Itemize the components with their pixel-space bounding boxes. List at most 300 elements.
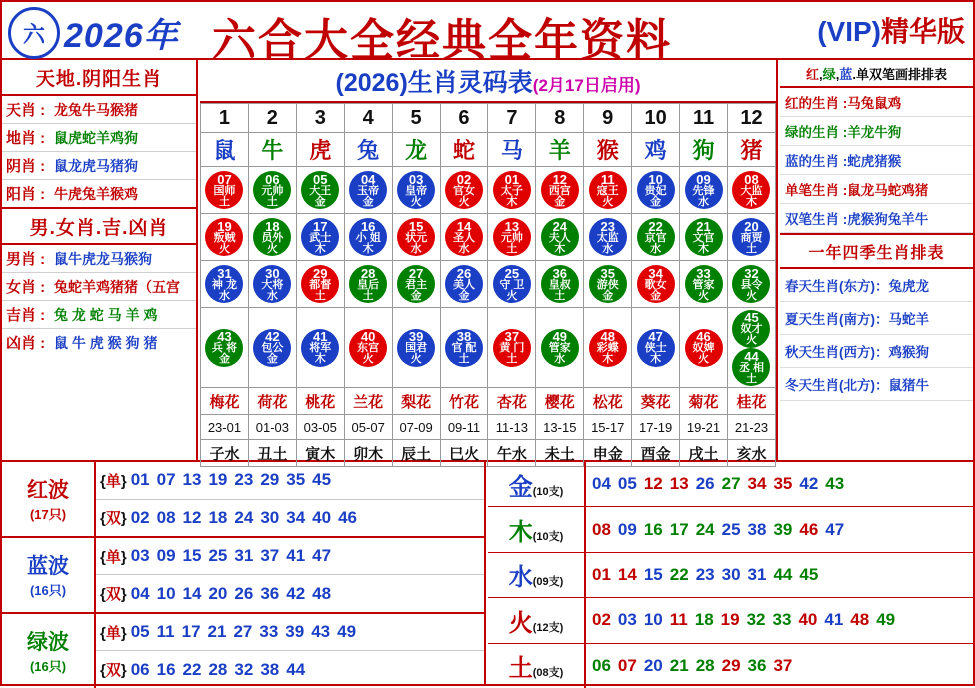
ball-cell[interactable] (344, 261, 392, 308)
column-number: 10 (632, 104, 680, 133)
ball-cell[interactable] (680, 214, 728, 261)
ball-element: 水 (458, 242, 470, 255)
column-number: 7 (488, 104, 536, 133)
wave-parity-tag: {单} (100, 472, 127, 490)
ball-element: 水 (266, 289, 278, 302)
lucky-ball[interactable] (732, 218, 770, 256)
ball-cell[interactable] (392, 308, 440, 388)
hour-cell: 05-07 (344, 415, 392, 440)
wave-number: 35 (286, 470, 306, 490)
element-number: 10 (643, 610, 663, 630)
lucky-ball[interactable] (493, 171, 531, 209)
ball-cell[interactable] (536, 261, 584, 308)
ball-label: 大王 (309, 184, 332, 197)
wave-number: 21 (207, 622, 227, 642)
ball-cell[interactable] (392, 167, 440, 214)
color-stroke-row: 红的生肖 :马兔鼠鸡 (780, 88, 973, 117)
lucky-ball[interactable] (732, 348, 770, 386)
season-row: 秋天生肖(西方)：鸡猴狗 (780, 335, 973, 368)
wave-line (96, 499, 484, 537)
ball-cell[interactable] (727, 308, 775, 388)
hour-cell: 11-13 (488, 415, 536, 440)
wave-number: 13 (182, 470, 202, 490)
wave-count: (16只) (29, 583, 67, 599)
page-title: 六合大全经典全年资料 (212, 16, 672, 65)
page-header (2, 2, 973, 65)
wave-number-list (131, 660, 312, 680)
ball-number: 05 (313, 171, 328, 187)
vip-badge (817, 10, 965, 50)
ball-cell[interactable] (440, 167, 488, 214)
wave-number: 44 (286, 659, 306, 679)
lucky-ball[interactable] (637, 171, 675, 209)
ball-cell[interactable] (536, 214, 584, 261)
ball-cell[interactable] (584, 214, 632, 261)
column-number: 8 (536, 104, 584, 133)
ball-element: 木 (650, 353, 662, 366)
ball-number: 02 (456, 171, 472, 187)
flower-cell: 葵花 (632, 388, 680, 415)
ball-element: 木 (314, 242, 326, 255)
ball-number: 11 (600, 171, 615, 187)
ball-element: 水 (218, 289, 230, 302)
lucky-ball[interactable] (253, 171, 291, 209)
wave-name (2, 614, 96, 688)
wave-number-list (131, 508, 364, 528)
ball-element: 金 (554, 195, 566, 208)
zodiac-cell: 狗 (680, 133, 728, 167)
ball-label: 丞 相 (738, 361, 765, 374)
ball-number: 24 (552, 218, 568, 234)
season-row: 春天生肖(东方)：兔虎龙 (780, 269, 973, 302)
zodiac-cell: 猪 (727, 133, 775, 167)
lucky-ball[interactable] (589, 218, 627, 256)
table-row (201, 167, 776, 214)
ball-number: 29 (313, 265, 328, 281)
left-row (2, 301, 196, 329)
zodiac-cell: 兔 (344, 133, 392, 167)
ball-cell[interactable] (440, 214, 488, 261)
zodiac-code-table (200, 103, 776, 467)
wave-label: 绿波 (27, 631, 69, 655)
ball-number: 43 (217, 329, 232, 345)
ball-element: 金 (362, 195, 374, 208)
ball-number: 27 (408, 265, 424, 281)
ball-label: 兵 将 (211, 342, 237, 355)
ball-cell[interactable] (584, 261, 632, 308)
ball-label: 圣人 (452, 231, 475, 244)
lucky-ball[interactable] (397, 265, 435, 303)
hour-cell: 09-11 (440, 415, 488, 440)
wave-line (96, 614, 484, 651)
ball-number: 32 (744, 265, 759, 281)
wave-number-list (131, 584, 338, 604)
left-title-1: 天地.阴阳生肖 (2, 60, 196, 96)
ball-cell[interactable] (201, 261, 249, 308)
ball-element: 木 (745, 195, 757, 208)
ball-cell[interactable] (488, 167, 536, 214)
ball-element: 火 (602, 195, 614, 208)
wave-label: 蓝波 (27, 555, 69, 579)
ball-cell[interactable] (536, 167, 584, 214)
main-body (2, 60, 973, 462)
wave-numbers (96, 614, 484, 688)
left-row-value: 鼠牛虎龙马猴狗 (54, 250, 152, 267)
flower-cell: 桂花 (727, 388, 775, 415)
column-number: 1 (201, 104, 249, 133)
ball-cell[interactable] (584, 308, 632, 388)
ball-cell[interactable] (680, 167, 728, 214)
wave-name (2, 462, 96, 536)
lucky-ball[interactable] (589, 171, 627, 209)
wave-number: 41 (286, 546, 306, 566)
hour-cell: 01-03 (248, 415, 296, 440)
zodiac-cell: 龙 (392, 133, 440, 167)
ball-cell[interactable] (632, 167, 680, 214)
left-row-key: 女肖 : (6, 279, 46, 296)
left-row (2, 329, 196, 356)
lucky-ball[interactable] (589, 329, 627, 367)
ball-element: 水 (602, 242, 614, 255)
element-number: 31 (747, 564, 767, 584)
left-row-value: 鼠虎蛇羊鸡狗 (54, 129, 138, 146)
element-cell: 寅木 (296, 440, 344, 467)
ball-element: 金 (458, 289, 470, 302)
ball-cell[interactable] (727, 261, 775, 308)
ball-cell[interactable] (584, 167, 632, 214)
ball-label: 太子 (500, 184, 523, 197)
ball-cell[interactable] (632, 261, 680, 308)
lucky-ball[interactable] (301, 171, 339, 209)
ball-element: 金 (650, 195, 662, 208)
lucky-ball[interactable] (349, 171, 387, 209)
ball-element: 火 (266, 242, 278, 255)
wave-number: 04 (130, 583, 150, 603)
element-number-list (584, 553, 973, 597)
element-name (488, 512, 584, 547)
wave-number: 29 (260, 470, 280, 490)
lucky-ball[interactable] (732, 171, 770, 209)
wave-number: 42 (286, 583, 306, 603)
lucky-ball[interactable] (685, 171, 723, 209)
ball-label: 侠士 (644, 342, 667, 355)
left-row (2, 152, 196, 180)
left-row-value: 鼠 牛 虎 猴 狗 猪 (54, 334, 158, 351)
lucky-ball[interactable] (493, 218, 531, 256)
ball-element: 火 (506, 289, 518, 302)
zodiac-code-title (200, 60, 776, 103)
ball-element: 火 (218, 242, 230, 255)
ball-cell[interactable] (488, 261, 536, 308)
lucky-ball[interactable] (205, 329, 243, 367)
ball-cell[interactable] (344, 167, 392, 214)
ball-cell[interactable] (201, 214, 249, 261)
ball-number: 12 (552, 171, 568, 187)
element-number: 33 (772, 610, 792, 630)
table-row (201, 308, 776, 388)
color-stroke-row: 蓝的生肖 :蛇虎猪猴 (780, 146, 973, 175)
lucky-ball[interactable] (685, 265, 723, 303)
lucky-ball[interactable] (205, 171, 243, 209)
ball-number: 17 (313, 218, 328, 234)
ball-number: 26 (456, 265, 472, 281)
lucky-ball[interactable] (445, 265, 483, 303)
ball-label: 元帅 (261, 184, 284, 197)
wave-parity-tag: {双} (100, 662, 127, 680)
table-row (201, 104, 776, 133)
lucky-ball[interactable] (301, 265, 339, 303)
ball-cell[interactable] (296, 261, 344, 308)
wave-numbers (96, 462, 484, 536)
ball-cell[interactable] (392, 214, 440, 261)
element-number: 44 (773, 564, 793, 584)
five-elements-table (488, 462, 973, 684)
right-title: 红,绿,蓝.单双笔画排排表 (780, 60, 973, 88)
ball-number: 47 (648, 329, 663, 345)
wave-parity-tag: {单} (100, 548, 127, 566)
ball-cell[interactable] (296, 214, 344, 261)
ball-element: 土 (506, 353, 518, 366)
lucky-ball[interactable] (637, 265, 675, 303)
element-row (488, 598, 973, 643)
ball-cell[interactable] (248, 261, 296, 308)
lucky-ball[interactable] (253, 329, 291, 367)
wave-number: 05 (130, 622, 150, 642)
ball-cell[interactable] (392, 261, 440, 308)
element-label: 木 (508, 519, 533, 547)
ball-element: 火 (410, 195, 422, 208)
element-number: 19 (720, 610, 740, 630)
lucky-ball[interactable] (397, 329, 435, 367)
ball-label: 大将 (261, 278, 284, 291)
left-row-key: 天肖 : (6, 102, 46, 119)
left-row-key: 阳肖 : (6, 186, 46, 203)
ball-label: 大监 (740, 184, 763, 197)
ball-cell[interactable] (440, 308, 488, 388)
element-number-list (584, 462, 973, 506)
ball-number: 37 (504, 329, 520, 345)
zodiac-cell: 马 (488, 133, 536, 167)
left-row-key: 吉肖 : (6, 307, 46, 324)
lucky-ball[interactable] (397, 171, 435, 209)
column-number: 4 (344, 104, 392, 133)
ball-number: 31 (217, 265, 232, 281)
ball-cell[interactable] (344, 308, 392, 388)
element-number: 23 (695, 564, 715, 584)
ball-number: 42 (265, 329, 280, 345)
ball-cell[interactable] (632, 308, 680, 388)
lucky-ball[interactable] (445, 218, 483, 256)
wave-number: 45 (312, 470, 332, 490)
flower-cell: 兰花 (344, 388, 392, 415)
ball-label: 都督 (309, 278, 332, 291)
element-name (488, 603, 584, 638)
column-number: 11 (680, 104, 728, 133)
ball-cell[interactable] (488, 214, 536, 261)
lucky-ball[interactable] (349, 265, 387, 303)
left-row (2, 245, 196, 273)
element-number: 04 (592, 474, 611, 494)
ball-number: 45 (744, 310, 759, 325)
element-number: 26 (695, 474, 715, 494)
ball-number: 18 (265, 218, 280, 234)
ball-element: 水 (410, 242, 422, 255)
wave-number: 19 (208, 470, 228, 490)
wave-number: 47 (312, 546, 332, 566)
lucky-ball[interactable] (685, 329, 723, 367)
lucky-ball[interactable] (589, 265, 627, 303)
element-number: 34 (747, 474, 767, 494)
wave-number: 40 (312, 507, 332, 527)
flower-cell: 松花 (584, 388, 632, 415)
wave-number: 14 (182, 583, 202, 603)
ball-label: 官女 (452, 184, 475, 197)
wave-number: 24 (234, 507, 254, 527)
ball-number: 15 (408, 218, 424, 234)
element-count: (09支) (532, 576, 564, 589)
element-number: 45 (799, 564, 819, 584)
wave-number: 12 (182, 507, 202, 527)
wave-number: 03 (130, 546, 150, 566)
ball-cell[interactable] (440, 261, 488, 308)
lucky-ball[interactable] (301, 218, 339, 256)
flower-cell: 樱花 (536, 388, 584, 415)
wave-line (96, 538, 484, 575)
element-name (488, 648, 584, 683)
wave-line (96, 462, 484, 499)
ball-label: 小 姐 (355, 231, 381, 244)
wave-number: 17 (181, 622, 201, 642)
element-number: 43 (825, 474, 845, 494)
lucky-ball[interactable] (685, 218, 723, 256)
lucky-ball[interactable] (541, 329, 579, 367)
element-row (488, 462, 973, 507)
lucky-ball[interactable] (493, 265, 531, 303)
wave-parity-tag: {单} (100, 624, 127, 642)
element-number: 39 (773, 519, 793, 539)
ball-cell[interactable] (201, 308, 249, 388)
ball-element: 木 (698, 242, 710, 255)
lucky-ball[interactable] (732, 265, 770, 303)
hour-cell: 15-17 (584, 415, 632, 440)
ball-cell[interactable] (727, 214, 775, 261)
ball-cell[interactable] (536, 308, 584, 388)
wave-line (96, 650, 484, 688)
flower-cell: 菊花 (680, 388, 728, 415)
ball-cell[interactable] (296, 167, 344, 214)
lucky-ball[interactable] (445, 171, 483, 209)
left-row-key: 地肖 : (6, 130, 46, 147)
lucky-ball[interactable] (541, 171, 579, 209)
wave-table (2, 462, 486, 684)
ball-cell[interactable] (632, 214, 680, 261)
wave-name (2, 538, 96, 612)
wave-number: 34 (286, 507, 306, 527)
ball-number: 03 (408, 171, 424, 187)
ball-label: 管家 (548, 342, 571, 355)
lucky-ball[interactable] (253, 218, 291, 256)
left-row-value: 龙兔牛马猴猪 (54, 101, 138, 118)
lucky-ball[interactable] (205, 218, 243, 256)
lucky-ball[interactable] (397, 218, 435, 256)
table-row (201, 261, 776, 308)
element-name (488, 557, 584, 592)
ball-number: 44 (744, 348, 759, 364)
ball-number: 06 (265, 171, 280, 187)
color-stroke-row: 双笔生肖 :虎猴狗兔羊牛 (780, 204, 973, 233)
ball-element: 木 (602, 353, 614, 366)
ball-label: 皇帝 (405, 184, 428, 197)
lucky-ball[interactable] (253, 265, 291, 303)
ball-element: 木 (554, 242, 566, 255)
lucky-ball[interactable] (541, 218, 579, 256)
wave-number: 33 (259, 622, 279, 642)
ball-element: 火 (698, 353, 710, 366)
wave-number: 43 (311, 622, 331, 642)
ball-element: 土 (458, 353, 470, 366)
element-number: 18 (694, 610, 714, 630)
ball-cell[interactable] (727, 167, 775, 214)
lucky-ball[interactable] (541, 265, 579, 303)
color-stroke-row: 绿的生肖 :羊龙牛狗 (780, 117, 973, 146)
ball-cell[interactable] (248, 214, 296, 261)
ball-cell[interactable] (248, 167, 296, 214)
wave-number: 02 (130, 507, 150, 527)
element-cell: 戌土 (680, 440, 728, 467)
ball-cell[interactable] (201, 167, 249, 214)
ball-cell[interactable] (488, 308, 536, 388)
lucky-ball[interactable] (637, 329, 675, 367)
ball-element: 金 (314, 195, 326, 208)
ball-element: 火 (698, 289, 710, 302)
lucky-ball[interactable] (637, 218, 675, 256)
ball-label: 国师 (213, 184, 236, 197)
middle-column (200, 60, 778, 463)
ball-number: 01 (504, 171, 520, 187)
wave-number: 30 (260, 507, 280, 527)
ball-label: 玉帝 (357, 184, 380, 197)
lucky-ball[interactable] (493, 329, 531, 367)
element-number: 42 (799, 474, 819, 494)
element-number: 16 (643, 519, 663, 539)
element-cell: 申金 (584, 440, 632, 467)
element-number: 36 (747, 655, 767, 675)
ball-cell[interactable] (296, 308, 344, 388)
element-number: 05 (617, 474, 637, 494)
wave-label: 红波 (27, 479, 69, 503)
column-number: 3 (296, 104, 344, 133)
lucky-ball[interactable] (349, 218, 387, 256)
element-row (488, 553, 973, 598)
element-number: 14 (617, 564, 637, 584)
lucky-ball[interactable] (349, 329, 387, 367)
lucky-ball[interactable] (445, 329, 483, 367)
lucky-ball[interactable] (205, 265, 243, 303)
ball-cell[interactable] (344, 214, 392, 261)
ball-label: 管家 (692, 278, 715, 291)
column-number: 6 (440, 104, 488, 133)
ball-cell[interactable] (680, 308, 728, 388)
ball-label: 先锋 (692, 184, 715, 197)
ball-label: 美人 (452, 278, 475, 291)
element-number-list (584, 598, 973, 642)
element-cell: 酉金 (632, 440, 680, 467)
lucky-ball[interactable] (732, 310, 770, 348)
ball-cell[interactable] (680, 261, 728, 308)
ball-number: 39 (408, 329, 424, 345)
lucky-ball[interactable] (301, 329, 339, 367)
ball-cell[interactable] (248, 308, 296, 388)
